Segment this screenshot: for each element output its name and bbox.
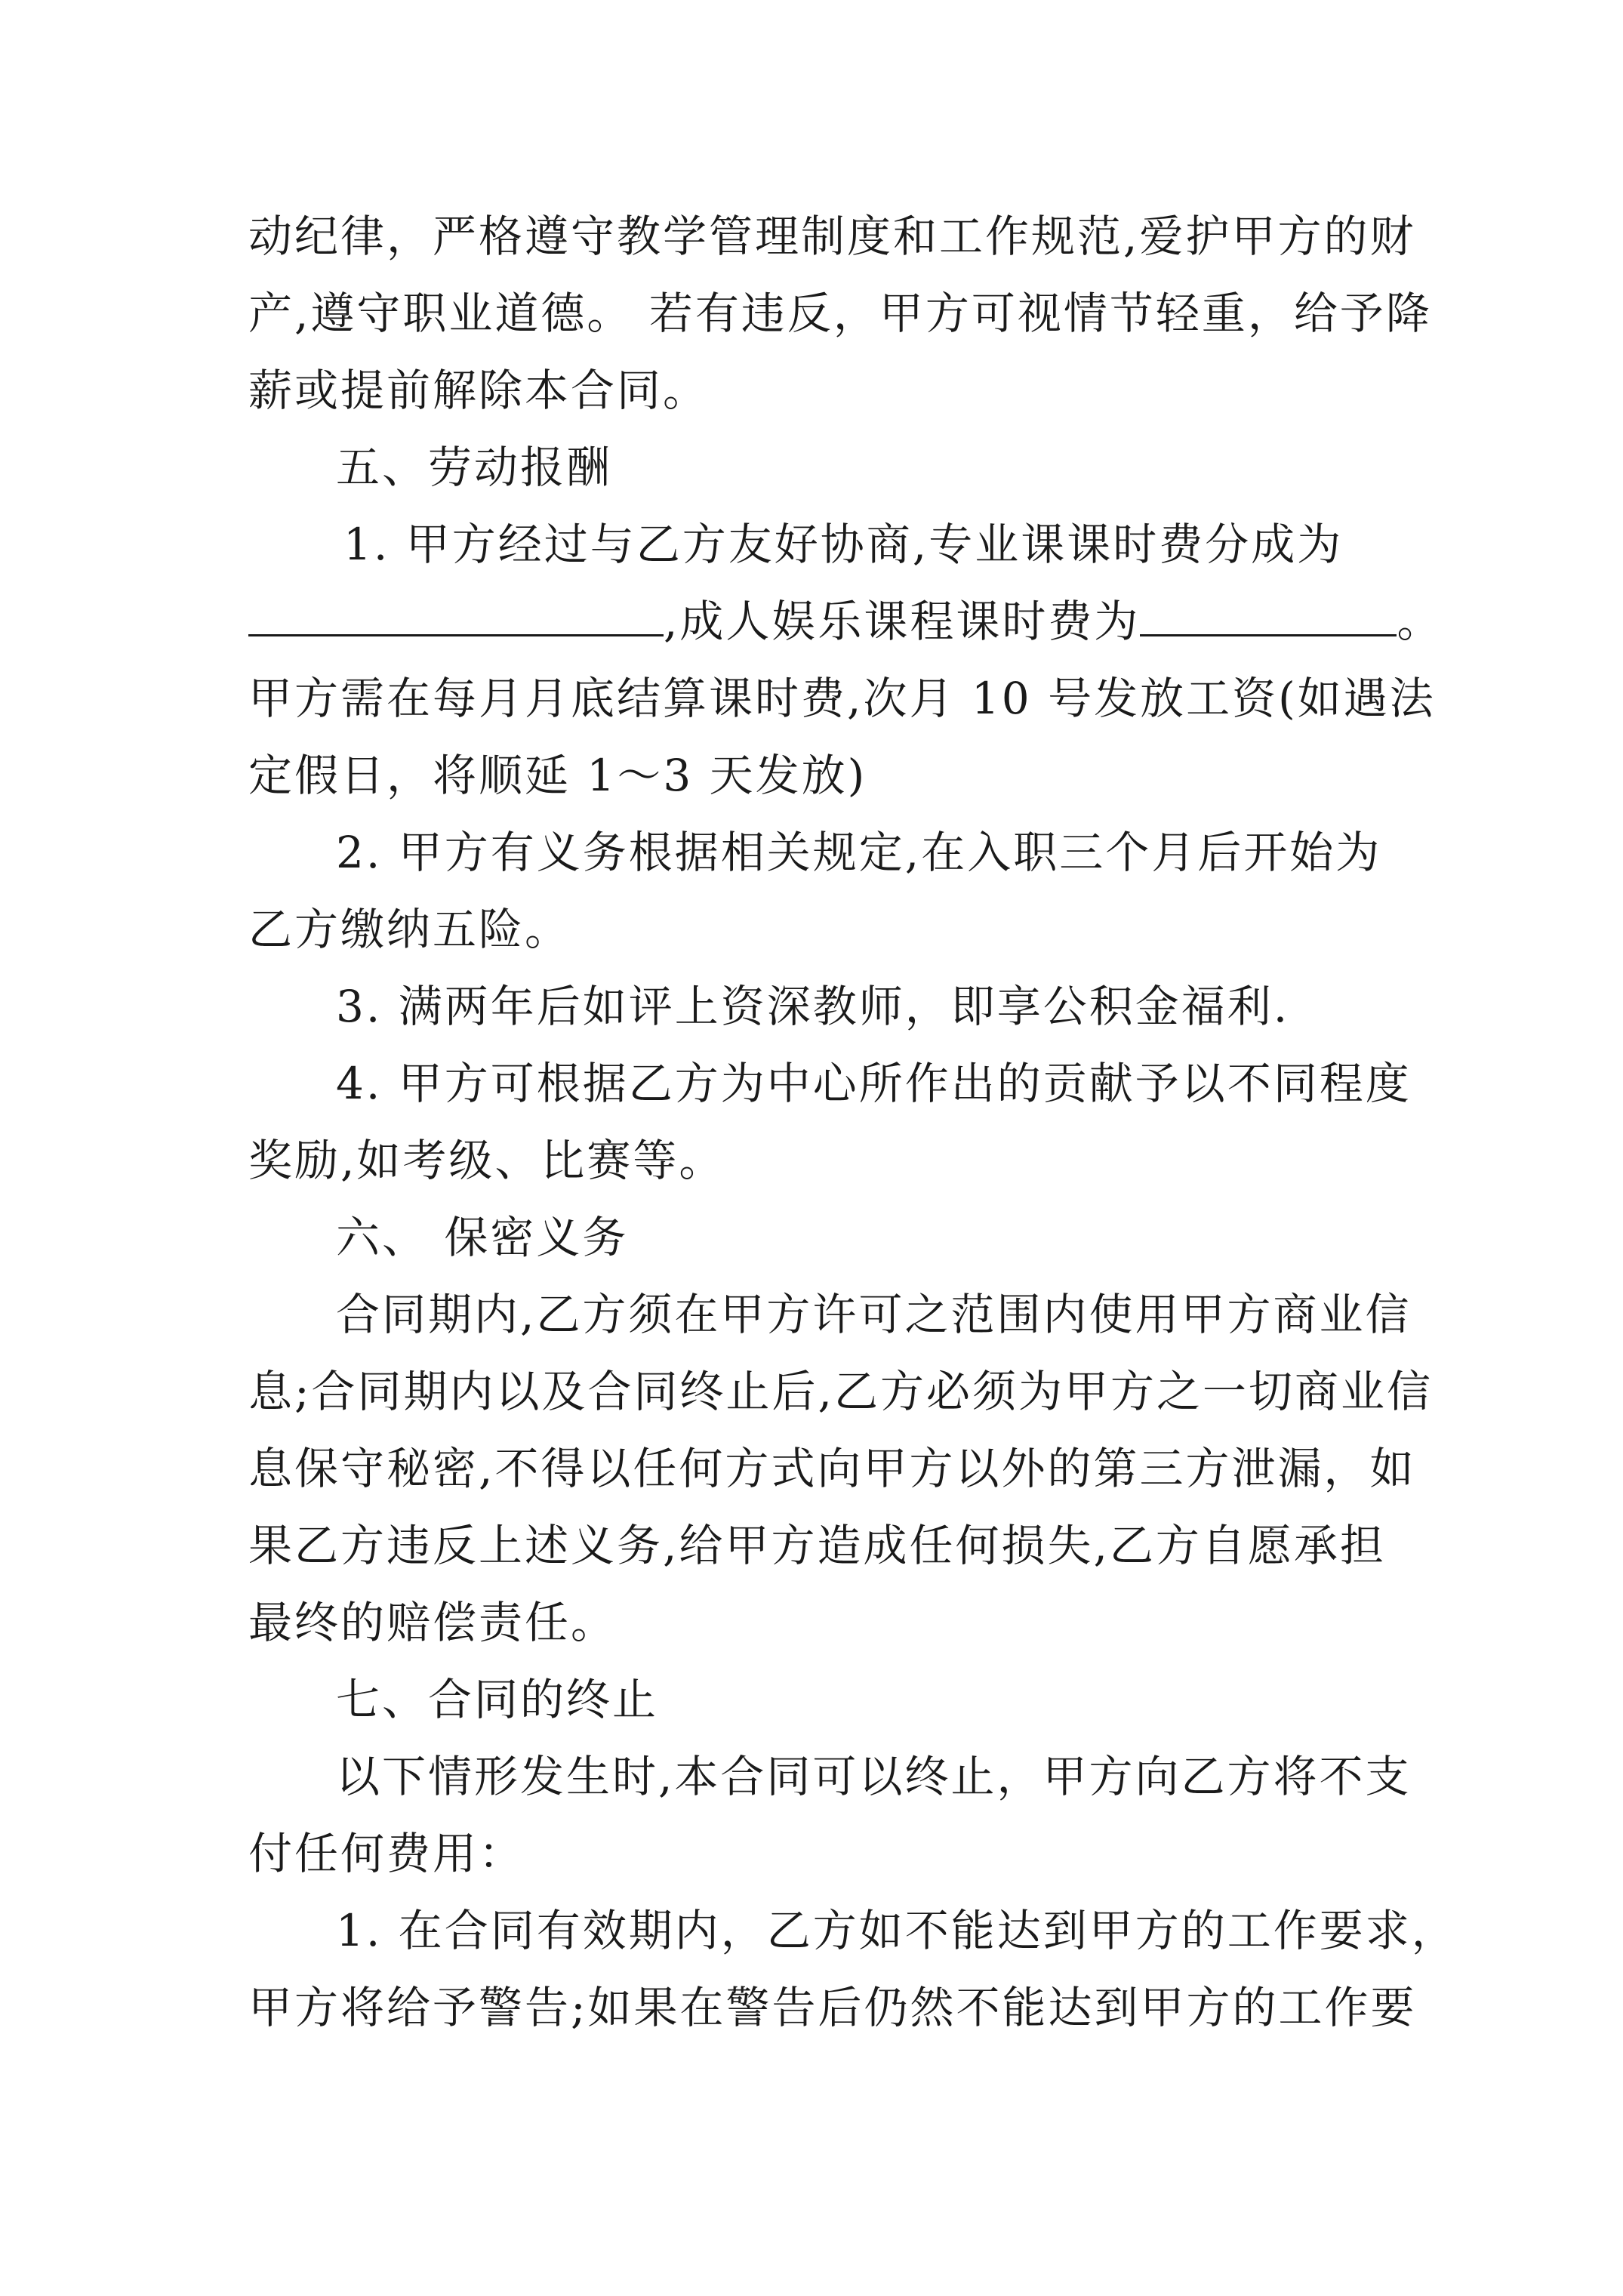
paragraph-line: 乙方缴纳五险。 xyxy=(248,904,571,955)
fee-line-middle: ,成人娱乐课程课时费为 xyxy=(664,596,1141,647)
section-heading: 七、合同的终止 xyxy=(336,1674,659,1725)
paragraph-line: 最终的赔偿责任。 xyxy=(248,1597,617,1648)
document-body xyxy=(248,198,1458,2046)
fee-line xyxy=(248,583,1443,660)
paragraph-line: 息;合同期内以及合同终止后,乙方必须为甲方之一切商业信 xyxy=(248,1366,1433,1417)
section-heading: 六、 保密义务 xyxy=(336,1212,629,1263)
paragraph-line: 薪或提前解除本合同。 xyxy=(248,365,710,416)
paragraph-line: 定假日，将顺延 1～3 天发放) xyxy=(248,750,867,801)
paragraph-line: 奖励,如考级、比赛等。 xyxy=(248,1135,725,1186)
paragraph-line: 甲方需在每月月底结算课时费,次月 10 号发放工资(如遇法 xyxy=(248,673,1436,724)
blank-field xyxy=(248,589,664,636)
paragraph-line: 1. 甲方经过与乙方友好协商,专业课课时费分成为 xyxy=(343,519,1344,570)
paragraph-line: 付任何费用： xyxy=(248,1828,525,1879)
section-heading: 五、劳动报酬 xyxy=(336,442,613,493)
paragraph-line: 动纪律，严格遵守教学管理制度和工作规范,爱护甲方的财 xyxy=(248,211,1416,262)
paragraph-line: 果乙方违反上述义务,给甲方造成任何损失,乙方自愿承担 xyxy=(248,1520,1386,1571)
paragraph-line: 4. 甲方可根据乙方为中心所作出的贡献予以不同程度 xyxy=(336,1058,1412,1109)
paragraph-line: 以下情形发生时,本合同可以终止，甲方向乙方将不支 xyxy=(336,1751,1412,1802)
paragraph-line: 甲方将给予警告;如果在警告后仍然不能达到甲方的工作要 xyxy=(248,1982,1417,2033)
paragraph-line: 合同期内,乙方须在甲方许可之范围内使用甲方商业信 xyxy=(336,1289,1412,1340)
paragraph-line: 产,遵守职业道德。 若有违反，甲方可视情节轻重，给予降 xyxy=(248,288,1432,339)
paragraph-line: 2. 甲方有义务根据相关规定,在入职三个月后开始为 xyxy=(336,827,1382,878)
paragraph-line: 息保守秘密,不得以任何方式向甲方以外的第三方泄漏，如 xyxy=(248,1443,1416,1494)
paragraph-line: 3. 满两年后如评上资深教师，即享公积金福利. xyxy=(336,981,1290,1032)
blank-field xyxy=(1140,589,1397,636)
fee-line-end: 。 xyxy=(1397,596,1443,647)
paragraph-line: 1. 在合同有效期内，乙方如不能达到甲方的工作要求， xyxy=(336,1905,1458,1956)
